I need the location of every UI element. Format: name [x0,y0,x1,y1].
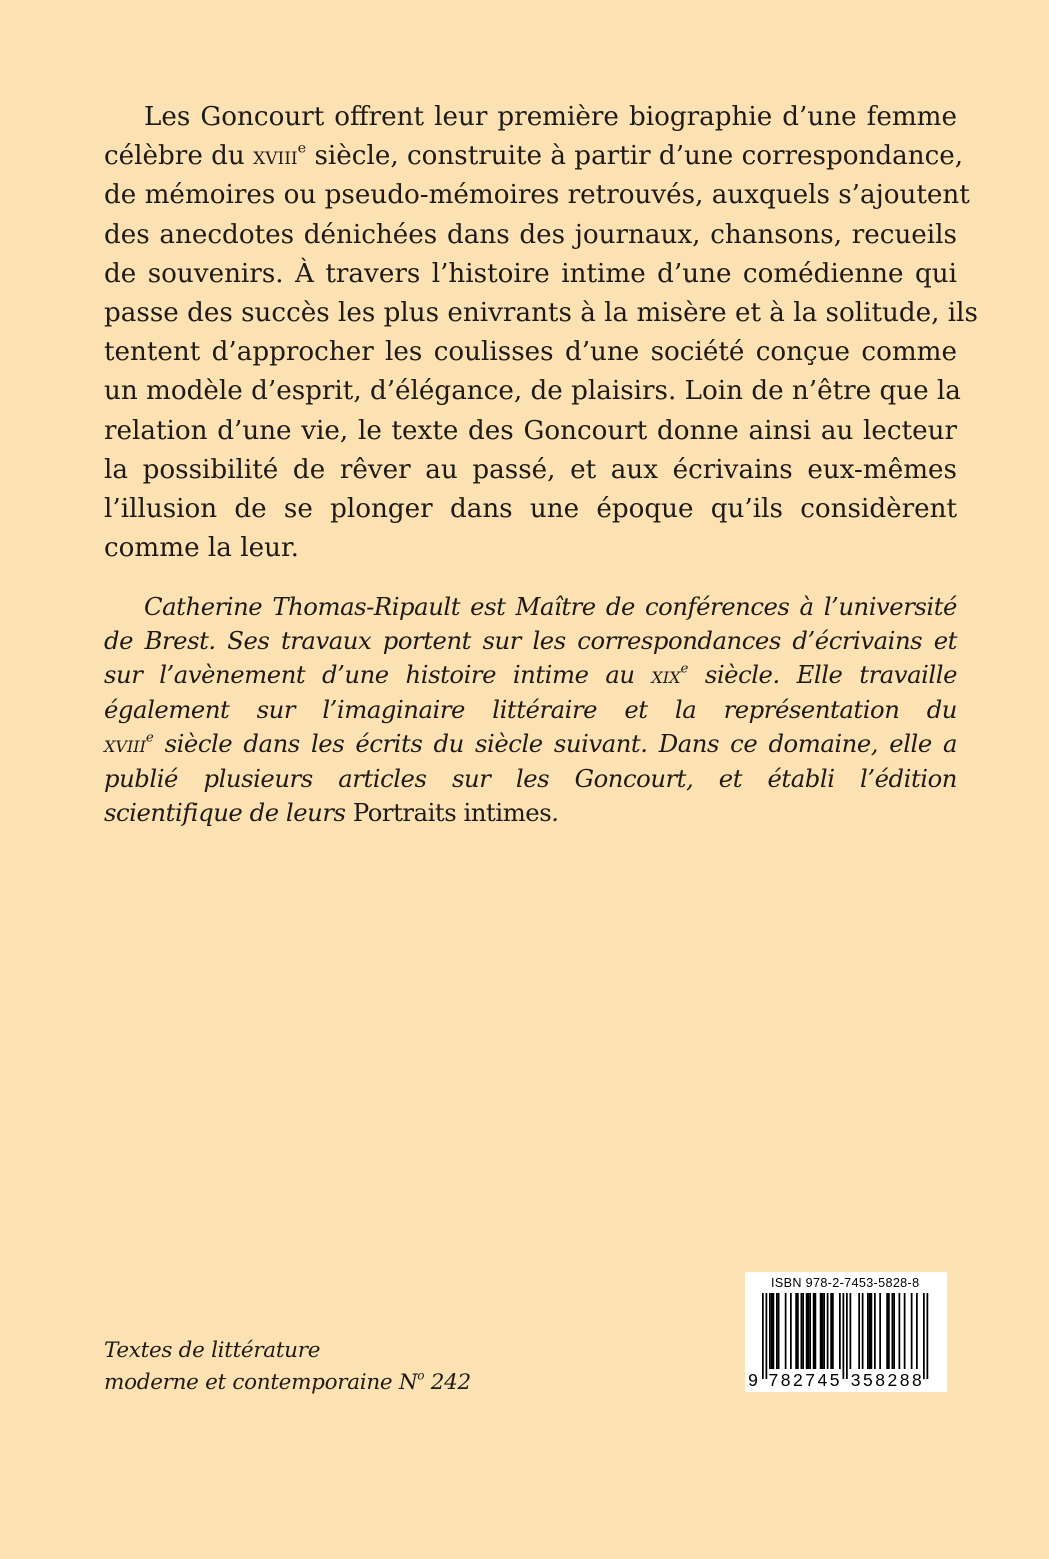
summary-line: Les Goncourt offrent leur première biographie d’une femme [144,102,957,132]
barcode-bar [795,1293,797,1369]
barcode-bar [850,1293,852,1369]
author-bio [104,590,957,830]
barcode-bar [867,1293,869,1369]
bio-text: scientifique de leurs [104,798,353,827]
summary-line: passe des succès les plus enivrants à la misère et à la solitude, ils [104,298,978,329]
barcode-bar [806,1293,808,1369]
barcode-digit: 7 [805,1370,815,1390]
superscript: e [145,730,154,746]
barcode-bar [871,1293,873,1369]
barcode-bar [813,1293,815,1369]
barcode-bar [916,1293,918,1369]
bio-line [104,796,957,830]
barcode-digit: 9 [748,1370,758,1390]
century-numeral: xviii [253,142,298,171]
barcode-bar [846,1293,848,1379]
barcode-bar [923,1293,925,1379]
barcode-digit: 4 [817,1370,828,1390]
barcode-bar [802,1293,804,1369]
barcode-bar [820,1293,822,1369]
barcode-bar [904,1293,906,1369]
barcode-bar [801,1293,803,1369]
series-name-line-2 [104,1367,471,1399]
barcode-digit: 8 [780,1370,791,1390]
bio-line: publié plusieurs articles sur les Goncourt, et établi l’édition [104,764,957,793]
century-numeral: xix [651,663,681,689]
bio-line: de Brest. Ses travaux portent sur les correspondances d’écrivains et [104,626,957,655]
barcode-digit: 8 [875,1370,885,1390]
barcode-bar [839,1293,841,1369]
barcode-bar [823,1293,825,1369]
barcode-bar [785,1293,787,1369]
barcode-digit: 5 [829,1370,840,1390]
superscript: e [297,140,307,157]
barcode-bar [892,1293,894,1369]
barcode-digits [745,1368,947,1390]
summary-line [104,137,964,176]
barcode-bar [862,1293,864,1369]
barcode-bar [911,1293,913,1369]
summary-line: l’illusion de se plonger dans une époque qu’ils considèrent [104,494,957,525]
barcode-bar [888,1293,890,1369]
barcode-bar [797,1293,799,1369]
barcode-bar [766,1293,768,1379]
summary-line: de souvenirs. À travers l’histoire intime d’une comédienne qui [104,258,957,289]
barcode-bar [822,1293,824,1369]
barcode-bar [771,1293,773,1369]
barcode-bar [830,1293,832,1369]
summary-line: de mémoires ou pseudo-mémoires retrouvés, auxquels s’ajoutent [104,180,970,211]
superscript: e [680,661,688,677]
series-info [104,1335,471,1399]
bio-text: sur l’avènement d’une histoire intime au [104,660,652,689]
bio-line [104,727,957,762]
isbn-label: ISBN 978-2-7453-5828-8 [771,1276,920,1290]
barcode-bar [858,1293,860,1369]
summary-line: un modèle d’esprit, d’élégance, de plaisirs. Loin de n’être que la [104,376,961,407]
barcode-bar [762,1293,764,1379]
barcode-digit: 5 [863,1370,873,1390]
series-number-prefix: o [417,1368,425,1383]
bio-text: siècle dans les écrits du siècle suivant. Dans ce domaine, elle a [153,729,957,758]
barcode-digit: 7 [768,1370,779,1390]
bio-line: Catherine Thomas-Ripault est Maître de conférences à l’université [144,592,957,621]
summary-line: des anecdotes dénichées dans des journaux, chansons, recueils [104,219,957,250]
barcode-bar [773,1293,775,1369]
barcode-bar [778,1293,780,1369]
barcode-digit: 8 [899,1370,910,1390]
summary-text: siècle, construite à partir d’une correspondance, [306,141,964,172]
summary-line: comme la leur. [104,533,299,564]
barcode-bar [809,1293,811,1369]
bio-line: également sur l’imaginaire littéraire et la représentation du [104,695,957,724]
barcode-digit: 3 [850,1370,861,1390]
barcode-digit: 2 [887,1370,898,1390]
book-title: Portraits intimes [352,798,552,827]
bio-text: siècle. Elle travaille [687,660,957,689]
bio-text: . [551,798,559,827]
barcode-bar [879,1293,881,1369]
barcode-bar [827,1293,829,1369]
barcode-bar [886,1293,888,1369]
summary-line: relation d’une vie, le texte des Goncourt donne ainsi au lecteur [104,415,957,446]
series-name-text: moderne et contemporaine N [104,1370,418,1395]
barcode-bar [899,1293,901,1369]
summary-text: célèbre du [104,141,254,172]
barcode-bar [776,1293,778,1369]
barcode-bar [893,1293,895,1369]
bio-line [104,658,957,693]
barcode-bar [790,1293,792,1369]
book-summary [104,98,978,568]
summary-line: la possibilité de rêver au passé, et aux écrivains eux-mêmes [104,454,957,485]
barcode-bar [815,1293,817,1369]
series-name-line-1: Textes de littérature [104,1338,321,1363]
barcode-bar [843,1293,845,1379]
isbn-barcode [745,1272,947,1392]
barcode-bar [808,1293,810,1369]
summary-line: tentent d’approcher les coulisses d’une société conçue comme [104,337,957,368]
series-number: 242 [424,1370,471,1395]
century-numeral: xviii [104,732,146,758]
barcode-bar [869,1293,871,1369]
barcode-bar [769,1293,771,1369]
barcode-digit: 8 [912,1370,922,1390]
barcode-bar [832,1293,834,1369]
barcode-bar [927,1293,929,1379]
barcode-digit: 2 [793,1370,803,1390]
barcode-bar [874,1293,876,1369]
